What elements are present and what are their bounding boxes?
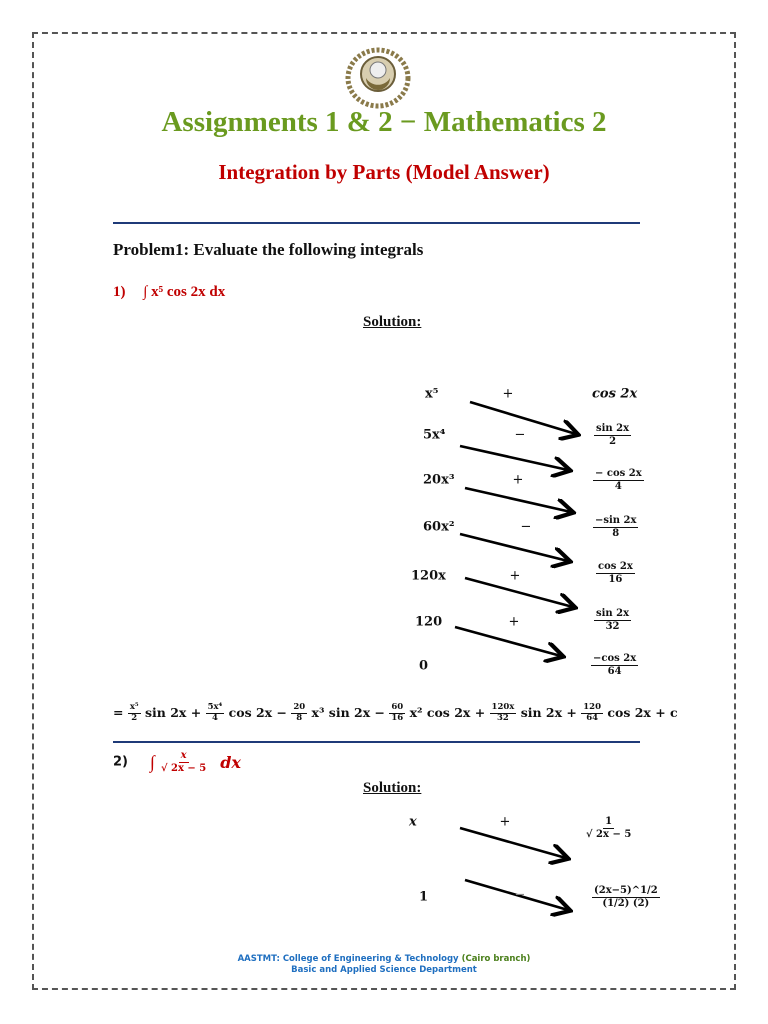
integral-term: cos 2x: [592, 386, 638, 402]
arrow-icon: [460, 446, 568, 470]
sign: +: [502, 386, 514, 402]
integral-term: $\frac{1}{√ 2x - 5}$: [586, 816, 632, 840]
derivative-term: 1: [419, 889, 429, 905]
solution-label: Solution:: [363, 780, 422, 796]
arrow-icon: [465, 578, 573, 607]
question-number: 2): [113, 754, 128, 770]
sign: −: [514, 427, 526, 443]
solution-label: Solution:: [363, 314, 422, 330]
document-subtitle: Integration by Parts (Model Answer): [218, 160, 550, 184]
sign: +: [512, 472, 524, 488]
arrow-icon: [460, 828, 566, 858]
sign: +: [509, 568, 521, 584]
derivative-term: 60x²: [423, 519, 455, 535]
derivative-term: 20x³: [423, 472, 455, 488]
arrow-icon: [470, 402, 576, 434]
integral-term: $\frac{(2x-5)\^{}1/2}{(1/2) (2)}$: [594, 885, 658, 909]
integral-term: $\frac{\cos 2x}{16}$: [598, 561, 633, 585]
derivative-term: 0: [419, 658, 429, 674]
derivative-term: x⁵: [425, 386, 439, 402]
derivative-term: 5x⁴: [423, 427, 446, 443]
question-integral: ∫ x⁵ cos 2x dx: [143, 284, 226, 300]
integrand: $\frac{x}{√ 2x - 5}$: [160, 750, 207, 774]
document-title: Assignments 1 & 2 − Mathematics 2: [161, 106, 607, 138]
integral-term: $\frac{- \cos 2x}{4}$: [595, 468, 642, 492]
problem-heading: Problem1: Evaluate the following integrals: [113, 240, 424, 259]
question-number: 1): [113, 284, 126, 300]
sign: +: [508, 614, 520, 630]
derivative-term: x: [409, 814, 417, 830]
final-answer: = $\frac{\text{x⁵}}{2}$ sin 2x + $\frac{\text{5x⁴}}{4}$ cos 2x − $\frac{20}{8}$ x³ sin 2x − $\frac{60}{16}$ x² cos 2x + $\frac{120x}{32}$ sin 2x + $\frac{120}{64}$ cos 2x + c: [113, 702, 678, 723]
question-2: 2) ∫ $\frac{x}{√ 2x - 5}$ dx: [113, 750, 241, 774]
arrow-icon: [460, 534, 568, 561]
sign: −: [514, 887, 526, 903]
arrow-icon: [465, 488, 571, 512]
footer: AASTMT: College of Engineering & Technology (Cairo branch) Basic and Applied Science Department: [237, 954, 531, 976]
integral-term: $\frac{\sin 2x}{2}$: [596, 423, 630, 447]
integral-term: $\frac{-\cos 2x}{64}$: [593, 653, 637, 677]
derivative-term: 120: [415, 614, 443, 630]
arrow-icon: [455, 627, 561, 656]
derivative-term: 120x: [411, 568, 446, 584]
sign: +: [499, 814, 511, 830]
sign: −: [520, 519, 532, 535]
integral-term: $\frac{-\sin 2x}{8}$: [595, 515, 637, 539]
divider: [113, 741, 640, 743]
integral-term: $\frac{\sin 2x}{32}$: [596, 608, 630, 632]
